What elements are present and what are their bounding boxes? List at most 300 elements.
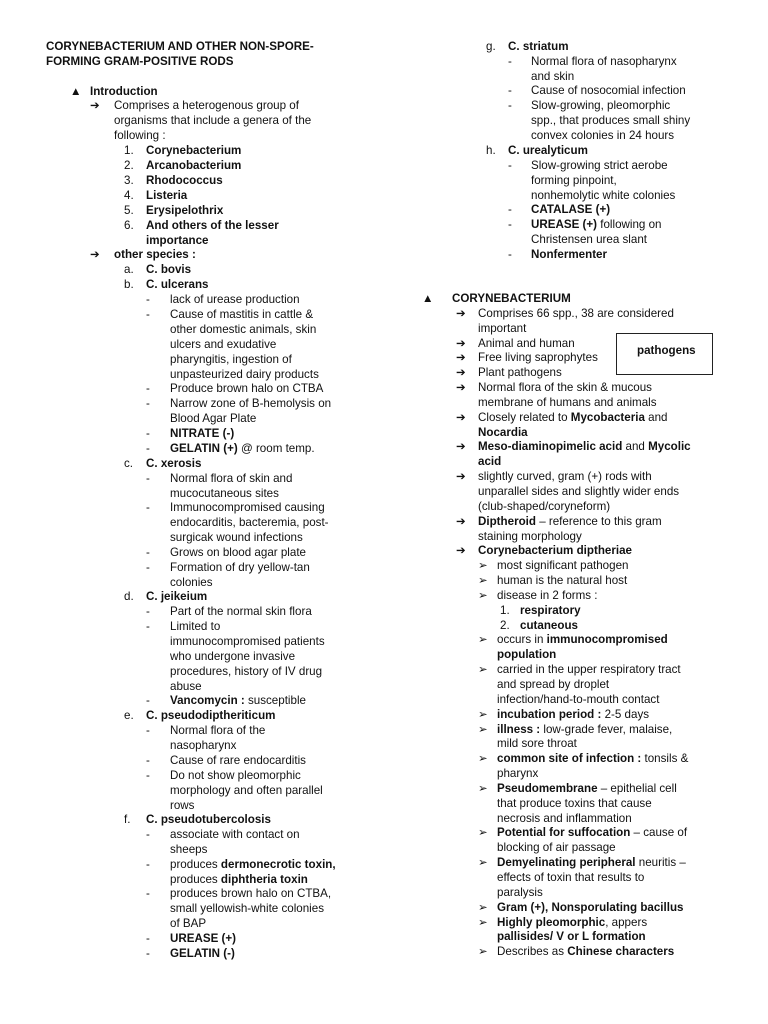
text-line: [531, 129, 674, 143]
bullet-marker: -: [146, 932, 150, 945]
text-line: [478, 381, 652, 395]
text-line: [170, 680, 202, 694]
text-segment: respiratory: [520, 604, 581, 617]
text-line: [478, 440, 691, 454]
text-line: [146, 144, 241, 158]
text-segment: pharyngitis, ingestion of: [170, 353, 292, 366]
text-segment: and: [644, 411, 668, 424]
bullet-marker: ➔: [456, 515, 466, 528]
text-segment: Demyelinating peripheral: [497, 856, 636, 869]
text-segment: Gram (+), Nonsporulating bacillus: [497, 901, 684, 914]
text-line: [170, 650, 295, 664]
text-segment: nonhemolytic white colonies: [531, 189, 676, 202]
text-line: [452, 292, 571, 306]
text-line: [170, 353, 292, 367]
bullet-marker: -: [146, 382, 150, 395]
text-segment: neuritis –: [635, 856, 686, 869]
text-line: [170, 932, 236, 946]
text-segment: Chinese characters: [567, 945, 675, 958]
text-line: [520, 619, 578, 633]
text-line: [478, 515, 662, 529]
text-segment: abuse: [170, 680, 202, 693]
text-segment: human is the natural host: [497, 574, 628, 587]
text-segment: most significant pathogen: [497, 559, 629, 572]
text-segment: morphology and often parallel: [170, 784, 323, 797]
bullet-marker: 5.: [124, 204, 134, 217]
text-line: [114, 114, 311, 128]
bullet-marker: ➢: [478, 901, 488, 914]
text-segment: Formation of dry yellow-tan: [170, 561, 310, 574]
text-segment: ulcers and exudative: [170, 338, 277, 351]
text-segment: of BAP: [170, 917, 207, 930]
text-segment: mild sore throat: [497, 737, 577, 750]
bullet-marker: ➔: [456, 307, 466, 320]
text-line: [170, 382, 323, 396]
text-line: [146, 590, 207, 604]
text-line: [114, 129, 166, 143]
text-segment: C. pseudodiptheriticum: [146, 709, 276, 722]
text-segment: FORMING GRAM-POSITIVE RODS: [46, 55, 234, 68]
text-line: [497, 767, 538, 781]
text-segment: population: [497, 648, 557, 661]
text-segment: Diptheroid: [478, 515, 536, 528]
text-line: [478, 307, 674, 321]
text-segment: C. jeikeium: [146, 590, 208, 603]
text-line: [531, 99, 670, 113]
text-line: [90, 85, 158, 99]
text-line: [170, 293, 300, 307]
text-segment: Blood Agar Plate: [170, 412, 257, 425]
text-line: [170, 501, 325, 515]
text-line: [146, 813, 271, 827]
bullet-marker: ➔: [456, 337, 466, 350]
text-segment: Narrow zone of B-hemolysis on: [170, 397, 332, 410]
text-line: [146, 234, 209, 248]
text-segment: immunocompromised: [546, 633, 668, 646]
bullet-marker: g.: [486, 40, 496, 53]
text-line: [170, 605, 312, 619]
text-line: [170, 902, 324, 916]
text-segment: diphtheria toxin: [220, 873, 308, 886]
bullet-marker: h.: [486, 144, 496, 157]
text-segment: Comprises a heterogenous group of: [114, 99, 299, 112]
text-segment: unpasteurized dairy products: [170, 368, 319, 381]
bullet-marker: -: [508, 248, 512, 261]
text-line: [497, 841, 616, 855]
bullet-marker: -: [146, 561, 150, 574]
text-segment: illness :: [497, 723, 541, 736]
text-line: [170, 516, 329, 530]
text-line: [46, 55, 233, 69]
bullet-marker: -: [146, 858, 150, 871]
text-line: [170, 724, 265, 738]
bullet-marker: ➔: [456, 470, 466, 483]
text-segment: Mycolic: [648, 440, 691, 453]
bullet-marker: f.: [124, 813, 131, 826]
text-segment: following on: [597, 218, 662, 231]
text-line: [497, 737, 577, 751]
text-segment: that produce toxins that cause: [497, 797, 652, 810]
bullet-marker: -: [146, 427, 150, 440]
text-line: [170, 442, 315, 456]
text-segment: endocarditis, bacteremia, post-: [170, 516, 329, 529]
text-segment: GELATIN (-): [170, 947, 235, 960]
text-segment: unparallel sides and slightly wider ends: [478, 485, 680, 498]
text-segment: importance: [146, 234, 209, 247]
text-segment: CORYNEBACTERIUM: [452, 292, 571, 305]
text-line: [497, 574, 627, 588]
text-line: [478, 351, 598, 365]
bullet-marker: ➔: [456, 411, 466, 424]
text-line: [497, 589, 598, 603]
text-segment: lack of urease production: [170, 293, 300, 306]
bullet-marker: ➔: [456, 351, 466, 364]
bullet-marker: -: [146, 724, 150, 737]
text-line: [146, 189, 187, 203]
text-line: [170, 620, 220, 634]
text-segment: disease in 2 forms :: [497, 589, 598, 602]
pathogens-box: [616, 333, 713, 375]
text-line: [497, 559, 628, 573]
text-segment: sheeps: [170, 843, 208, 856]
bullet-marker: ➢: [478, 945, 488, 958]
text-line: [497, 633, 668, 647]
text-line: [478, 411, 667, 425]
text-line: [478, 337, 575, 351]
text-line: [497, 797, 652, 811]
text-segment: Produce brown halo on CTBA: [170, 382, 324, 395]
bullet-marker: a.: [124, 263, 134, 276]
text-segment: susceptible: [244, 694, 306, 707]
text-segment: (club-shaped/coryneform): [478, 500, 611, 513]
text-segment: Normal flora of nasopharynx: [531, 55, 677, 68]
text-line: [170, 487, 279, 501]
text-line: [170, 323, 316, 337]
text-segment: spp., that produces small shiny: [531, 114, 691, 127]
text-segment: Comprises 66 spp., 38 are considered: [478, 307, 674, 320]
text-line: [497, 945, 674, 959]
text-segment: membrane of humans and animals: [478, 396, 657, 409]
text-line: [497, 871, 644, 885]
bullet-marker: ➢: [478, 826, 488, 839]
text-line: [146, 159, 241, 173]
text-segment: Limited to: [170, 620, 221, 633]
text-segment: C. ulcerans: [146, 278, 209, 291]
text-segment: – cause of: [630, 826, 688, 839]
text-segment: nasopharynx: [170, 739, 237, 752]
text-line: [170, 665, 322, 679]
bullet-marker: -: [508, 218, 512, 231]
text-segment: organisms that include a genera of the: [114, 114, 312, 127]
text-segment: paralysis: [497, 886, 543, 899]
text-segment: Closely related to: [478, 411, 571, 424]
text-line: [170, 858, 336, 872]
text-segment: @ room temp.: [237, 442, 315, 455]
text-line: [146, 278, 209, 292]
text-segment: UREASE (+): [531, 218, 598, 231]
text-segment: produces: [170, 858, 221, 871]
text-segment: And others of the lesser: [146, 219, 279, 232]
text-segment: Free living saprophytes: [478, 351, 598, 364]
text-line: [114, 248, 196, 262]
text-line: [170, 843, 207, 857]
text-line: [497, 782, 677, 796]
text-line: [478, 470, 652, 484]
text-line: [531, 84, 686, 98]
text-line: [170, 739, 236, 753]
text-line: [170, 472, 292, 486]
text-line: [146, 457, 201, 471]
bullet-marker: -: [508, 159, 512, 172]
text-segment: convex colonies in 24 hours: [531, 129, 675, 142]
text-line: [170, 828, 300, 842]
text-segment: necrosis and inflammation: [497, 812, 632, 825]
text-line: [497, 678, 609, 692]
text-segment: Describes as: [497, 945, 568, 958]
text-segment: C. striatum: [508, 40, 569, 53]
text-line: [170, 947, 235, 961]
text-segment: Slow-growing, pleomorphic: [531, 99, 671, 112]
bullet-marker: 2.: [124, 159, 134, 172]
bullet-marker: -: [146, 754, 150, 767]
text-line: [170, 769, 301, 783]
bullet-marker: -: [146, 828, 150, 841]
text-line: [170, 546, 306, 560]
bullet-marker: ➢: [478, 752, 488, 765]
bullet-marker: ➔: [456, 366, 466, 379]
text-line: [170, 531, 303, 545]
text-segment: other domestic animals, skin: [170, 323, 317, 336]
bullet-marker: ➢: [478, 559, 488, 572]
text-line: [497, 901, 684, 915]
bullet-marker: d.: [124, 590, 134, 603]
text-segment: common site of infection :: [497, 752, 642, 765]
bullet-marker: -: [146, 605, 150, 618]
text-segment: CATALASE (+): [531, 203, 611, 216]
text-segment: Potential for suffocation: [497, 826, 631, 839]
text-segment: Introduction: [90, 85, 158, 98]
text-segment: Mycobacteria: [570, 411, 645, 424]
bullet-marker: ▲: [70, 85, 82, 98]
text-segment: associate with contact on: [170, 828, 300, 841]
text-line: [170, 799, 194, 813]
text-segment: effects of toxin that results to: [497, 871, 645, 884]
text-line: [170, 917, 206, 931]
text-line: [146, 263, 191, 277]
text-line: [170, 368, 319, 382]
text-line: [531, 174, 617, 188]
text-segment: and: [622, 440, 649, 453]
bullet-marker: ➢: [478, 589, 488, 602]
text-line: [170, 694, 306, 708]
text-line: [170, 873, 308, 887]
text-segment: Nonfermenter: [531, 248, 608, 261]
text-segment: and skin: [531, 70, 575, 83]
text-line: [170, 397, 331, 411]
text-segment: important: [478, 322, 527, 335]
text-segment: Grows on blood agar plate: [170, 546, 306, 559]
bullet-marker: ➢: [478, 574, 488, 587]
text-segment: surgicak wound infections: [170, 531, 303, 544]
text-segment: Animal and human: [478, 337, 575, 350]
text-segment: Listeria: [146, 189, 188, 202]
text-line: [170, 576, 213, 590]
text-line: [478, 322, 526, 336]
bullet-marker: -: [146, 947, 150, 960]
bullet-marker: ➔: [456, 440, 466, 453]
text-segment: mucocutaneous sites: [170, 487, 279, 500]
text-segment: produces brown halo on CTBA,: [170, 887, 332, 900]
bullet-marker: -: [508, 55, 512, 68]
bullet-marker: 1.: [500, 604, 510, 617]
text-line: [170, 784, 323, 798]
bullet-marker: -: [146, 293, 150, 306]
text-line: [497, 856, 686, 870]
text-segment: Normal flora of the skin & mucous: [478, 381, 652, 394]
pathogens-label: pathogens: [637, 344, 696, 357]
text-segment: Cause of nosocomial infection: [531, 84, 686, 97]
text-line: [170, 427, 234, 441]
text-segment: Meso-diaminopimelic acid: [478, 440, 623, 453]
text-line: [146, 709, 275, 723]
bullet-marker: ➢: [478, 782, 488, 795]
bullet-marker: 6.: [124, 219, 134, 232]
text-line: [531, 248, 607, 262]
bullet-marker: -: [146, 501, 150, 514]
text-line: [146, 174, 223, 188]
text-line: [478, 485, 679, 499]
text-segment: following :: [114, 129, 166, 142]
text-segment: Highly pleomorphic: [497, 916, 606, 929]
text-line: [531, 159, 668, 173]
text-line: [478, 455, 501, 469]
text-segment: 2-5 days: [601, 708, 650, 721]
text-line: [531, 189, 675, 203]
text-line: [497, 723, 672, 737]
text-segment: , appers: [605, 916, 648, 929]
text-line: [497, 693, 659, 707]
text-line: [508, 40, 569, 54]
text-line: [46, 40, 314, 54]
text-segment: Cause of rare endocarditis: [170, 754, 306, 767]
bullet-marker: -: [146, 546, 150, 559]
bullet-marker: ➢: [478, 633, 488, 646]
text-line: [478, 530, 582, 544]
text-segment: C. bovis: [146, 263, 192, 276]
bullet-marker: ➔: [90, 248, 100, 261]
text-segment: Corynebacterium: [146, 144, 242, 157]
text-segment: Pseudomembrane: [497, 782, 598, 795]
text-segment: forming pinpoint,: [531, 174, 617, 187]
bullet-marker: 3.: [124, 174, 134, 187]
text-segment: Normal flora of skin and: [170, 472, 293, 485]
bullet-marker: -: [146, 769, 150, 782]
text-segment: rows: [170, 799, 195, 812]
bullet-marker: ➢: [478, 708, 488, 721]
bullet-marker: ➢: [478, 856, 488, 869]
text-line: [497, 930, 646, 944]
bullet-marker: 2.: [500, 619, 510, 632]
bullet-marker: -: [146, 694, 150, 707]
text-segment: small yellowish-white colonies: [170, 902, 324, 915]
text-segment: carried in the upper respiratory tract: [497, 663, 681, 676]
text-line: [146, 219, 279, 233]
text-segment: staining morphology: [478, 530, 582, 543]
text-line: [497, 812, 632, 826]
text-segment: Erysipelothrix: [146, 204, 224, 217]
text-line: [170, 635, 325, 649]
text-segment: Plant pathogens: [478, 366, 562, 379]
bullet-marker: ➔: [456, 544, 466, 557]
text-segment: blocking of air passage: [497, 841, 616, 854]
text-segment: Vancomycin :: [170, 694, 245, 707]
text-line: [478, 366, 562, 380]
text-line: [497, 663, 681, 677]
bullet-marker: e.: [124, 709, 134, 722]
bullet-marker: -: [508, 203, 512, 216]
text-segment: C. urealyticum: [508, 144, 588, 157]
text-segment: Christensen urea slant: [531, 233, 647, 246]
bullet-marker: ➢: [478, 916, 488, 929]
bullet-marker: ➔: [456, 381, 466, 394]
text-segment: Rhodococcus: [146, 174, 223, 187]
text-segment: cutaneous: [520, 619, 578, 632]
bullet-marker: -: [146, 887, 150, 900]
text-segment: C. pseudotubercolosis: [146, 813, 271, 826]
text-line: [114, 99, 299, 113]
text-segment: who undergone invasive: [170, 650, 296, 663]
bullet-marker: ➔: [90, 99, 100, 112]
text-segment: – epithelial cell: [597, 782, 677, 795]
bullet-marker: -: [508, 99, 512, 112]
text-line: [531, 70, 574, 84]
text-segment: Part of the normal skin flora: [170, 605, 312, 618]
text-segment: procedures, history of IV drug: [170, 665, 323, 678]
bullet-marker: ➢: [478, 723, 488, 736]
text-segment: tonsils &: [641, 752, 689, 765]
bullet-marker: b.: [124, 278, 134, 291]
text-segment: occurs in: [497, 633, 547, 646]
text-line: [497, 916, 647, 930]
text-segment: produces: [170, 873, 221, 886]
text-segment: GELATIN (+): [170, 442, 238, 455]
text-segment: other species :: [114, 248, 196, 261]
text-line: [520, 604, 581, 618]
text-segment: Corynebacterium diptheriae: [478, 544, 632, 557]
text-line: [508, 144, 588, 158]
text-segment: pallisides/ V or L formation: [497, 930, 646, 943]
text-line: [497, 826, 687, 840]
text-segment: infection/hand-to-mouth contact: [497, 693, 660, 706]
text-segment: Do not show pleomorphic: [170, 769, 301, 782]
text-segment: Cause of mastitis in cattle &: [170, 308, 314, 321]
bullet-marker: 1.: [124, 144, 134, 157]
text-line: [170, 338, 276, 352]
text-line: [531, 114, 690, 128]
text-segment: – reference to this gram: [535, 515, 662, 528]
text-line: [478, 396, 657, 410]
text-line: [146, 204, 223, 218]
text-segment: NITRATE (-): [170, 427, 235, 440]
text-line: [531, 218, 661, 232]
text-segment: slightly curved, gram (+) rods with: [478, 470, 652, 483]
text-line: [497, 648, 556, 662]
text-line: [497, 708, 649, 722]
text-segment: C. xerosis: [146, 457, 202, 470]
text-line: [478, 426, 528, 440]
text-line: [170, 754, 306, 768]
bullet-marker: -: [146, 472, 150, 485]
